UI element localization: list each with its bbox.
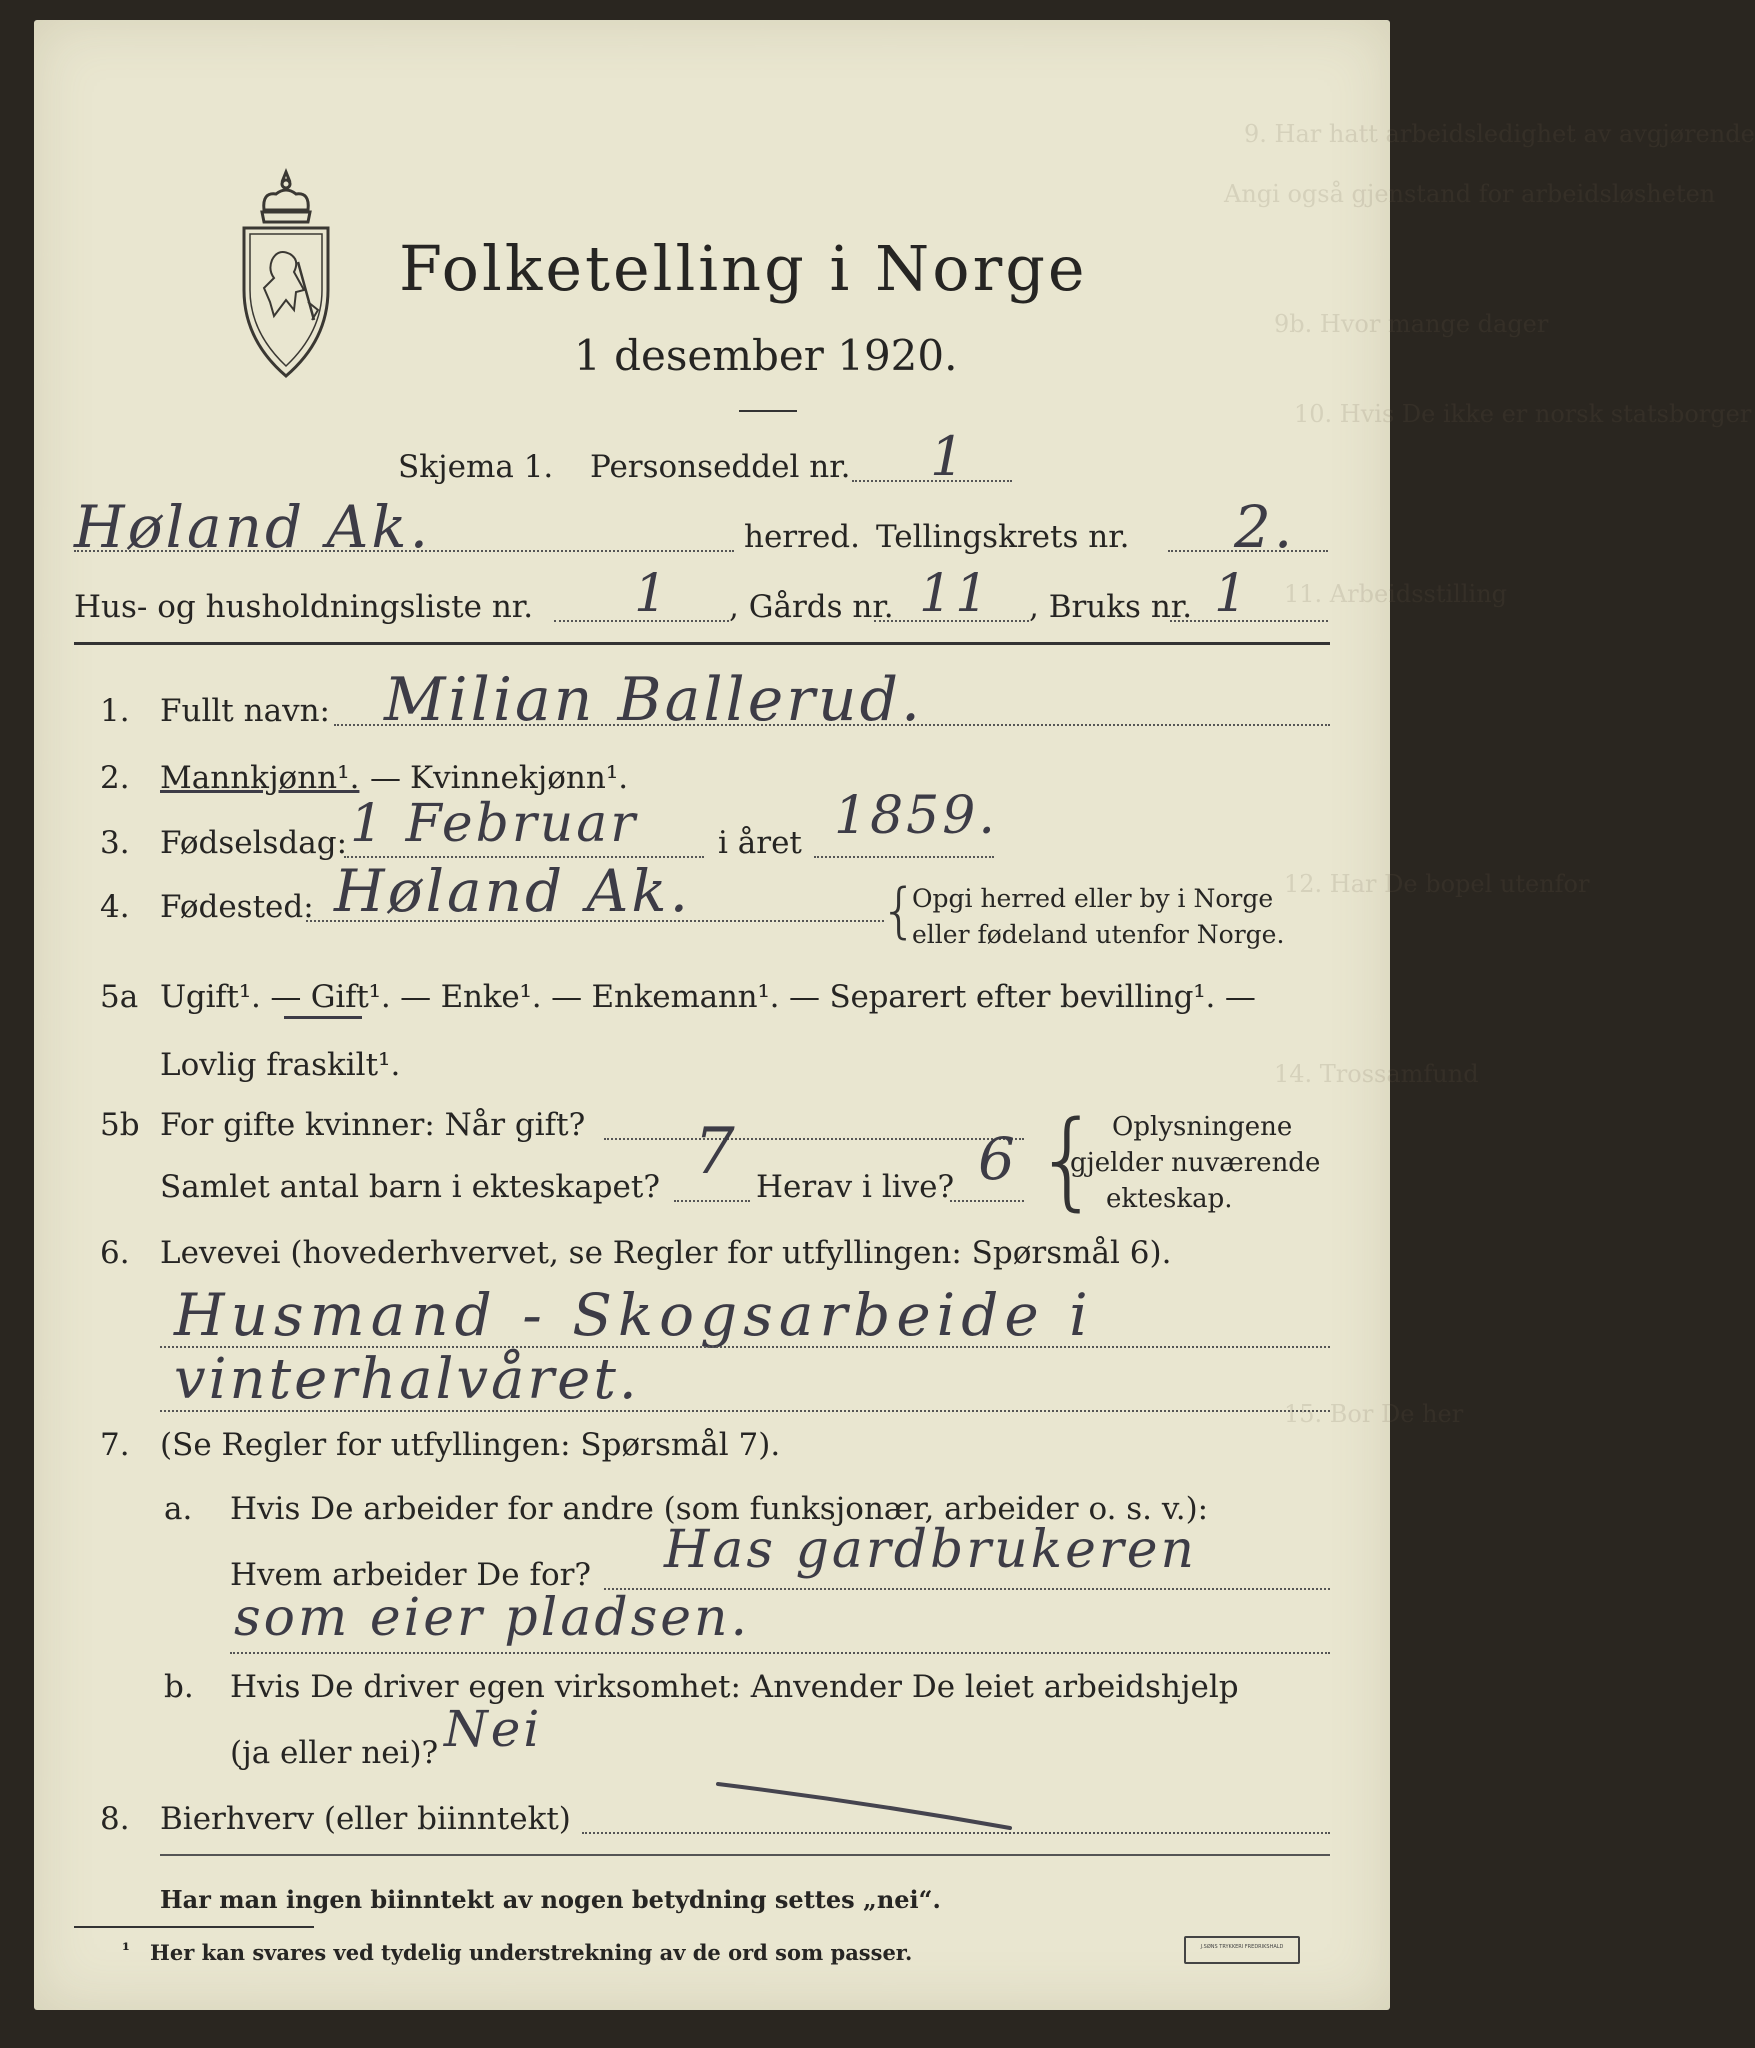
husliste-value: 1 bbox=[634, 564, 671, 624]
full-name-value: Milian Ballerud. bbox=[384, 665, 924, 735]
bottom-divider bbox=[160, 1854, 1330, 1856]
birthplace-note-2: eller fødeland utenfor Norge. bbox=[912, 920, 1285, 949]
gards-value: 11 bbox=[919, 564, 992, 624]
header-divider bbox=[74, 642, 1330, 645]
q3-label: Fødselsdag: bbox=[160, 825, 348, 861]
bleed-through-text: 9. Har hatt arbeidsledighet av avgjørende bbox=[1244, 120, 1755, 148]
census-form-sheet bbox=[34, 20, 1755, 2010]
bleed-through-text: 14. Trossamfund bbox=[1274, 1060, 1479, 1088]
bleed-through-text: 11. Arbeidsstilling bbox=[1284, 580, 1508, 608]
tellingskrets-label: Tellingskrets nr. bbox=[876, 519, 1130, 555]
occupation-label: Levevei (hovederhvervet, se Regler for utfyllingen: Spørsmål 6). bbox=[160, 1235, 1172, 1271]
occupation-line-2 bbox=[160, 1410, 1330, 1412]
printer-stamp bbox=[1184, 1936, 1300, 1964]
birthplace-value: Høland Ak. bbox=[334, 857, 692, 925]
norway-coat-of-arms-icon bbox=[234, 170, 344, 390]
census-date: 1 desember 1920. bbox=[574, 331, 958, 380]
children-alive-value: 6 bbox=[978, 1125, 1018, 1193]
herred-value: Høland Ak. bbox=[74, 493, 432, 561]
occupation-value-line2: vinterhalvåret. bbox=[174, 1347, 640, 1412]
side-income-label: Bierhverv (eller biinntekt) bbox=[160, 1801, 571, 1837]
personseddel-label: Personseddel nr. bbox=[590, 449, 851, 485]
hired-help-value: Nei bbox=[444, 1700, 543, 1758]
q5b-note-brace: { bbox=[1034, 1098, 1102, 1221]
q5b-note-3: ekteskap. bbox=[1106, 1184, 1233, 1214]
marital-status-options: Ugift¹. — Gift¹. — Enke¹. — Enkemann¹. — Separert efter bevilling¹. — bbox=[160, 979, 1256, 1015]
q5b-note-2: gjelder nuværende bbox=[1070, 1148, 1321, 1178]
female-option: Kvinnekjønn¹. bbox=[410, 760, 629, 796]
bruks-label: , Bruks nr. bbox=[1029, 589, 1193, 625]
q4-number: 4. bbox=[100, 889, 130, 925]
q5b-note-1: Oplysningene bbox=[1112, 1112, 1293, 1142]
side-income-dash-mark bbox=[714, 1776, 1014, 1836]
page-title: Folketelling i Norge bbox=[399, 232, 1088, 305]
when-married-line bbox=[604, 1138, 1024, 1140]
q2-separator: — bbox=[370, 760, 401, 796]
bleed-through-text: 15. Bor De her bbox=[1284, 1400, 1464, 1428]
occupation-value-line1: Husmand - Skogsarbeide i bbox=[174, 1281, 1094, 1349]
year-line bbox=[814, 856, 994, 858]
bleed-through-text: 12. Har De bopel utenfor bbox=[1284, 870, 1590, 898]
q7b-letter: b. bbox=[164, 1669, 194, 1705]
footnote-divider bbox=[74, 1926, 314, 1928]
employer-value-line2: som eier pladsen. bbox=[234, 1588, 751, 1648]
bleed-through-text: Angi også gjenstand for arbeidsløsheten bbox=[1224, 180, 1716, 208]
q7a-letter: a. bbox=[164, 1491, 193, 1527]
personseddel-value: 1 bbox=[930, 425, 968, 488]
no-income-note: Har man ingen biinntekt av nogen betydning settes „nei“. bbox=[160, 1885, 941, 1914]
employer-label: Hvem arbeider De for? bbox=[230, 1557, 592, 1593]
year-label: i året bbox=[718, 825, 802, 861]
hired-help-label: (ja eller nei)? bbox=[230, 1735, 439, 1771]
bruks-value: 1 bbox=[1214, 564, 1251, 624]
q3-number: 3. bbox=[100, 825, 130, 861]
herred-line bbox=[74, 550, 734, 552]
q5b-number: 5b bbox=[100, 1107, 140, 1143]
when-married-label: For gifte kvinner: Når gift? bbox=[160, 1107, 586, 1143]
q6-number: 6. bbox=[100, 1235, 130, 1271]
q4-label: Fødested: bbox=[160, 889, 314, 925]
birthplace-note-brace: { bbox=[880, 876, 919, 946]
birthday-value: 1 Februar bbox=[350, 794, 639, 854]
birthplace-note-1: Opgi herred eller by i Norge bbox=[912, 884, 1274, 913]
birth-year-value: 1859. bbox=[834, 786, 998, 846]
employer-value-line1: Has gardbrukeren bbox=[664, 1520, 1198, 1580]
footnote-mark: ¹ bbox=[122, 1940, 130, 1961]
printer-stamp-text: J.SØNS TRYKKERI FREDRIKSHALD bbox=[1200, 1944, 1284, 1950]
herred-label: herred. bbox=[744, 519, 860, 555]
q7-label: (Se Regler for utfyllingen: Spørsmål 7). bbox=[160, 1427, 781, 1463]
male-option: Mannkjønn¹. bbox=[160, 760, 360, 796]
children-total-value: 7 bbox=[694, 1115, 738, 1189]
children-alive-line bbox=[950, 1200, 1024, 1202]
gards-label: , Gårds nr. bbox=[729, 589, 894, 625]
husliste-label: Hus- og husholdningsliste nr. bbox=[74, 589, 534, 625]
children-total-line bbox=[674, 1200, 750, 1202]
bleed-through-text: 10. Hvis De ikke er norsk statsborger bbox=[1294, 400, 1752, 428]
q7a-question: Hvis De arbeider for andre (som funksjonær, arbeider o. s. v.): bbox=[230, 1491, 1209, 1527]
q2-number: 2. bbox=[100, 760, 130, 796]
bleed-through-text: 9b. Hvor mange dager bbox=[1274, 310, 1549, 338]
title-divider bbox=[739, 410, 797, 412]
footnote-text: Her kan svares ved tydelig understrekning av de ord som passer. bbox=[150, 1940, 913, 1965]
q8-number: 8. bbox=[100, 1801, 130, 1837]
employer-line-2 bbox=[230, 1652, 1330, 1654]
children-alive-label: Herav i live? bbox=[756, 1169, 955, 1205]
q7-number: 7. bbox=[100, 1427, 130, 1463]
q5a-number: 5a bbox=[100, 979, 139, 1015]
children-total-label: Samlet antal barn i ekteskapet? bbox=[160, 1169, 660, 1205]
q7b-question: Hvis De driver egen virksomhet: Anvender De leiet arbeidshjelp bbox=[230, 1669, 1239, 1705]
q1-number: 1. bbox=[100, 693, 130, 729]
schema-label: Skjema 1. bbox=[398, 449, 554, 485]
marital-status-divorced: Lovlig fraskilt¹. bbox=[160, 1047, 401, 1083]
married-underline bbox=[284, 1016, 362, 1019]
q1-label: Fullt navn: bbox=[160, 693, 330, 729]
tellingskrets-value: 2. bbox=[1234, 493, 1296, 561]
